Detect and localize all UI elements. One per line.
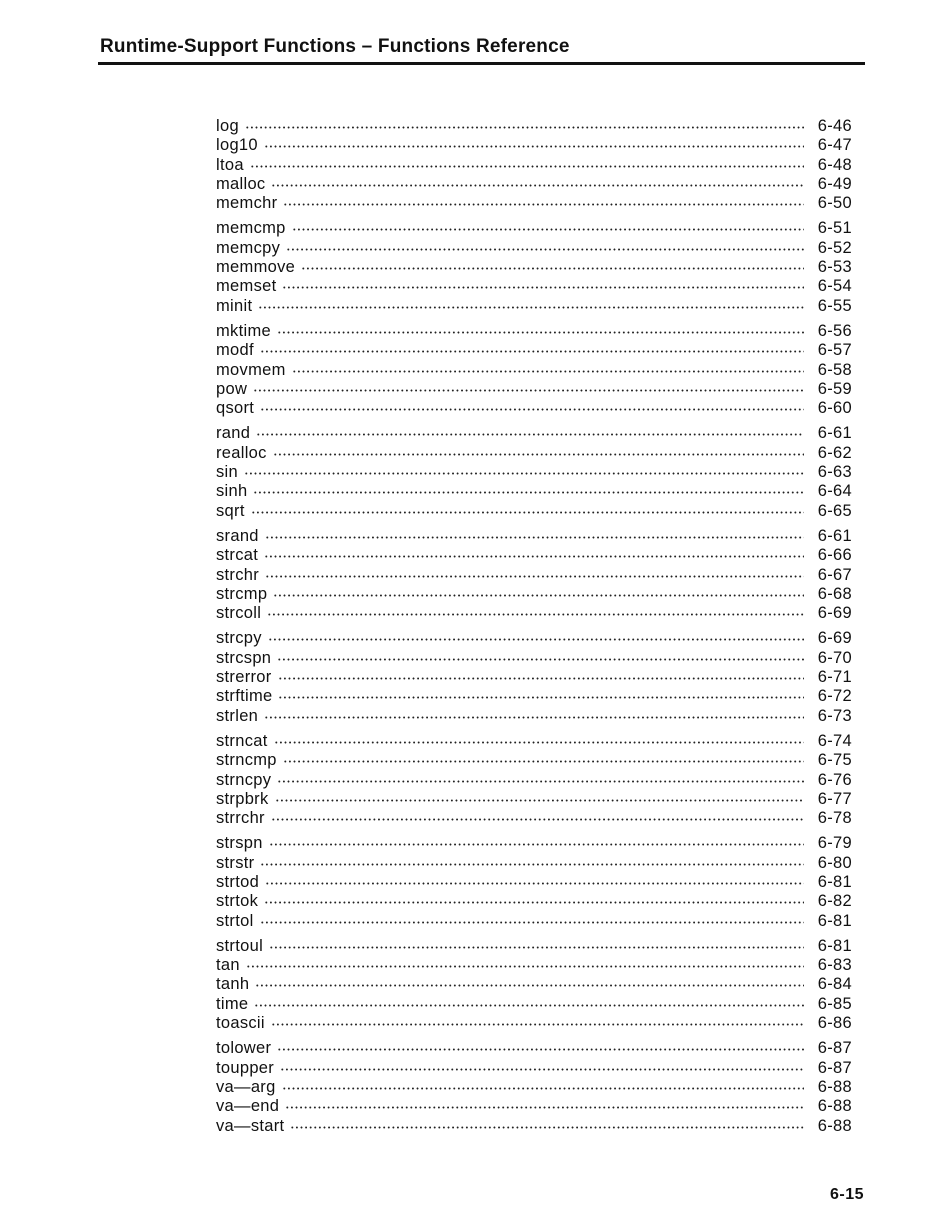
dot-leader	[271, 818, 804, 821]
function-name: strlen	[216, 706, 259, 725]
function-name: strncmp	[216, 751, 277, 770]
dot-leader	[278, 677, 804, 680]
function-name: movmem	[216, 360, 286, 379]
index-entry	[216, 668, 852, 687]
dot-leader	[260, 408, 804, 411]
page-reference: 6-54	[817, 277, 852, 296]
function-name: memcmp	[216, 219, 286, 238]
index-entry	[216, 995, 852, 1014]
page-reference: 6-63	[817, 463, 852, 482]
index-group	[216, 424, 852, 520]
index-entry	[216, 194, 852, 213]
page-reference: 6-69	[817, 604, 852, 623]
function-name: realloc	[216, 443, 267, 462]
function-name: modf	[216, 341, 254, 360]
function-name: strspn	[216, 834, 263, 853]
dot-leader	[290, 1126, 804, 1129]
index-entry	[216, 380, 852, 399]
function-name: strcat	[216, 546, 259, 565]
function-name: tan	[216, 956, 240, 975]
dot-leader	[292, 228, 804, 231]
page-reference: 6-68	[817, 584, 852, 603]
dot-leader	[271, 1023, 804, 1026]
dot-leader	[280, 1068, 804, 1071]
index-entry	[216, 322, 852, 341]
page-reference: 6-81	[817, 936, 852, 955]
function-index-list	[216, 117, 852, 1142]
dot-leader	[277, 331, 804, 334]
index-entry	[216, 834, 852, 853]
index-entry	[216, 136, 852, 155]
index-entry	[216, 341, 852, 360]
index-entry	[216, 912, 852, 931]
dot-leader	[269, 946, 804, 949]
page-reference: 6-57	[817, 341, 852, 360]
page-reference: 6-67	[817, 565, 852, 584]
dot-leader	[260, 350, 804, 353]
index-entry	[216, 527, 852, 546]
dot-leader	[286, 248, 804, 251]
function-name: strcpy	[216, 629, 262, 648]
page-reference: 6-88	[817, 1116, 852, 1135]
function-name: strcoll	[216, 604, 262, 623]
page-reference: 6-47	[817, 136, 852, 155]
index-group	[216, 1039, 852, 1135]
function-name: strrchr	[216, 809, 265, 828]
function-name: strftime	[216, 687, 273, 706]
index-group	[216, 117, 852, 213]
dot-leader	[260, 921, 804, 924]
index-entry	[216, 1014, 852, 1033]
index-entry	[216, 649, 852, 668]
index-entry	[216, 502, 852, 521]
page-reference: 6-71	[817, 668, 852, 687]
header-rule	[98, 62, 865, 65]
function-name: strncat	[216, 731, 268, 750]
index-group	[216, 732, 852, 828]
index-entry	[216, 809, 852, 828]
dot-leader	[283, 760, 804, 763]
index-group	[216, 219, 852, 315]
function-name: sqrt	[216, 501, 245, 520]
index-entry	[216, 854, 852, 873]
page-reference: 6-70	[817, 648, 852, 667]
function-name: minit	[216, 296, 253, 315]
dot-leader	[258, 306, 804, 309]
index-entry	[216, 399, 852, 418]
page-reference: 6-48	[817, 155, 852, 174]
dot-leader	[265, 536, 804, 539]
dot-leader	[292, 370, 804, 373]
page-reference: 6-65	[817, 501, 852, 520]
page-reference: 6-73	[817, 706, 852, 725]
dot-leader	[285, 1106, 804, 1109]
index-group	[216, 937, 852, 1033]
index-group	[216, 322, 852, 418]
index-entry	[216, 482, 852, 501]
index-entry	[216, 117, 852, 136]
index-entry	[216, 1078, 852, 1097]
page-reference: 6-64	[817, 482, 852, 501]
page-reference: 6-51	[817, 219, 852, 238]
index-entry	[216, 687, 852, 706]
dot-leader	[282, 286, 804, 289]
index-entry	[216, 463, 852, 482]
dot-leader	[265, 575, 804, 578]
dot-leader	[250, 165, 804, 168]
index-entry	[216, 277, 852, 296]
page-reference: 6-61	[817, 424, 852, 443]
function-name: pow	[216, 379, 248, 398]
page-number: 6-15	[829, 1186, 864, 1203]
page-reference: 6-46	[817, 117, 852, 135]
function-name: tolower	[216, 1039, 272, 1058]
function-name: strtoul	[216, 936, 264, 955]
dot-leader	[251, 511, 804, 514]
dot-leader	[277, 1048, 804, 1051]
page-reference: 6-81	[817, 872, 852, 891]
function-name: strstr	[216, 853, 255, 872]
function-name: toascii	[216, 1014, 265, 1033]
function-name: time	[216, 994, 249, 1013]
dot-leader	[282, 1087, 804, 1090]
index-entry	[216, 937, 852, 956]
dot-leader	[277, 780, 804, 783]
index-entry	[216, 1097, 852, 1116]
page-reference: 6-55	[817, 296, 852, 315]
page-reference: 6-62	[817, 443, 852, 462]
function-name: log	[216, 117, 239, 135]
page-reference: 6-76	[817, 770, 852, 789]
page-reference: 6-87	[817, 1058, 852, 1077]
index-entry	[216, 790, 852, 809]
function-name: strtol	[216, 911, 254, 930]
dot-leader	[264, 716, 804, 719]
dot-leader	[264, 901, 804, 904]
page-reference: 6-78	[817, 809, 852, 828]
page-reference: 6-84	[817, 975, 852, 994]
page-reference: 6-75	[817, 751, 852, 770]
page-reference: 6-83	[817, 956, 852, 975]
function-name: mktime	[216, 321, 271, 340]
dot-leader	[246, 965, 804, 968]
index-entry	[216, 1059, 852, 1078]
function-name: va—start	[216, 1116, 285, 1135]
dot-leader	[245, 126, 804, 129]
page-reference: 6-60	[817, 399, 852, 418]
index-entry	[216, 604, 852, 623]
page-reference: 6-81	[817, 911, 852, 930]
page-reference: 6-77	[817, 789, 852, 808]
dot-leader	[256, 433, 804, 436]
index-group	[216, 527, 852, 623]
page-reference: 6-50	[817, 194, 852, 213]
dot-leader	[275, 799, 804, 802]
function-name: strpbrk	[216, 789, 269, 808]
dot-leader	[267, 613, 804, 616]
function-name: log10	[216, 136, 258, 155]
index-entry	[216, 892, 852, 911]
dot-leader	[268, 638, 804, 641]
page-reference: 6-59	[817, 379, 852, 398]
page-reference: 6-61	[817, 526, 852, 545]
index-entry	[216, 975, 852, 994]
function-name: strcmp	[216, 584, 268, 603]
dot-leader	[269, 843, 804, 846]
page-reference: 6-52	[817, 238, 852, 257]
page-reference: 6-69	[817, 629, 852, 648]
function-name: sinh	[216, 482, 248, 501]
index-entry	[216, 546, 852, 565]
function-name: memcpy	[216, 238, 281, 257]
function-name: qsort	[216, 399, 255, 418]
dot-leader	[254, 1004, 804, 1007]
index-entry	[216, 873, 852, 892]
dot-leader	[244, 472, 804, 475]
index-entry	[216, 585, 852, 604]
dot-leader	[273, 453, 804, 456]
function-name: malloc	[216, 174, 266, 193]
function-name: sin	[216, 463, 238, 482]
dot-leader	[253, 491, 804, 494]
index-entry	[216, 566, 852, 585]
index-group	[216, 629, 852, 725]
page-reference: 6-85	[817, 994, 852, 1013]
page-reference: 6-88	[817, 1097, 852, 1116]
function-name: srand	[216, 526, 259, 545]
dot-leader	[264, 145, 804, 148]
dot-leader	[301, 267, 804, 270]
page-reference: 6-87	[817, 1039, 852, 1058]
page-reference: 6-53	[817, 258, 852, 277]
page-reference: 6-79	[817, 834, 852, 853]
function-name: strcspn	[216, 648, 272, 667]
dot-leader	[273, 594, 804, 597]
page-reference: 6-58	[817, 360, 852, 379]
dot-leader	[278, 696, 804, 699]
page-reference: 6-80	[817, 853, 852, 872]
function-name: strerror	[216, 668, 272, 687]
page-reference: 6-49	[817, 174, 852, 193]
function-name: va—arg	[216, 1077, 276, 1096]
page-reference: 6-66	[817, 546, 852, 565]
function-name: memchr	[216, 194, 278, 213]
index-entry	[216, 258, 852, 277]
function-name: memmove	[216, 258, 296, 277]
function-name: strtok	[216, 892, 259, 911]
function-name: strncpy	[216, 770, 272, 789]
function-name: tanh	[216, 975, 250, 994]
page-reference: 6-82	[817, 892, 852, 911]
page-reference: 6-72	[817, 687, 852, 706]
function-name: memset	[216, 277, 277, 296]
function-name: va—end	[216, 1097, 280, 1116]
dot-leader	[271, 184, 804, 187]
function-name: strchr	[216, 565, 260, 584]
page-reference: 6-86	[817, 1014, 852, 1033]
function-name: strtod	[216, 872, 260, 891]
index-entry	[216, 424, 852, 443]
index-entry	[216, 956, 852, 975]
index-entry	[216, 1117, 852, 1136]
dot-leader	[255, 984, 804, 987]
function-name: ltoa	[216, 155, 244, 174]
index-entry	[216, 156, 852, 175]
page-reference: 6-88	[817, 1077, 852, 1096]
dot-leader	[274, 741, 804, 744]
dot-leader	[277, 658, 804, 661]
index-entry	[216, 175, 852, 194]
index-entry	[216, 361, 852, 380]
dot-leader	[253, 389, 804, 392]
page-header-title: Runtime-Support Functions – Functions Reference	[100, 36, 570, 57]
index-entry	[216, 732, 852, 751]
page-reference: 6-56	[817, 321, 852, 340]
index-entry	[216, 1039, 852, 1058]
page-reference: 6-74	[817, 731, 852, 750]
dot-leader	[260, 863, 804, 866]
index-entry	[216, 297, 852, 316]
index-entry	[216, 239, 852, 258]
index-entry	[216, 444, 852, 463]
function-name: toupper	[216, 1058, 275, 1077]
index-entry	[216, 219, 852, 238]
index-entry	[216, 771, 852, 790]
index-entry	[216, 751, 852, 770]
index-entry	[216, 629, 852, 648]
index-entry	[216, 707, 852, 726]
dot-leader	[265, 882, 804, 885]
index-group	[216, 834, 852, 930]
function-name: rand	[216, 424, 251, 443]
dot-leader	[283, 203, 804, 206]
dot-leader	[264, 555, 804, 558]
